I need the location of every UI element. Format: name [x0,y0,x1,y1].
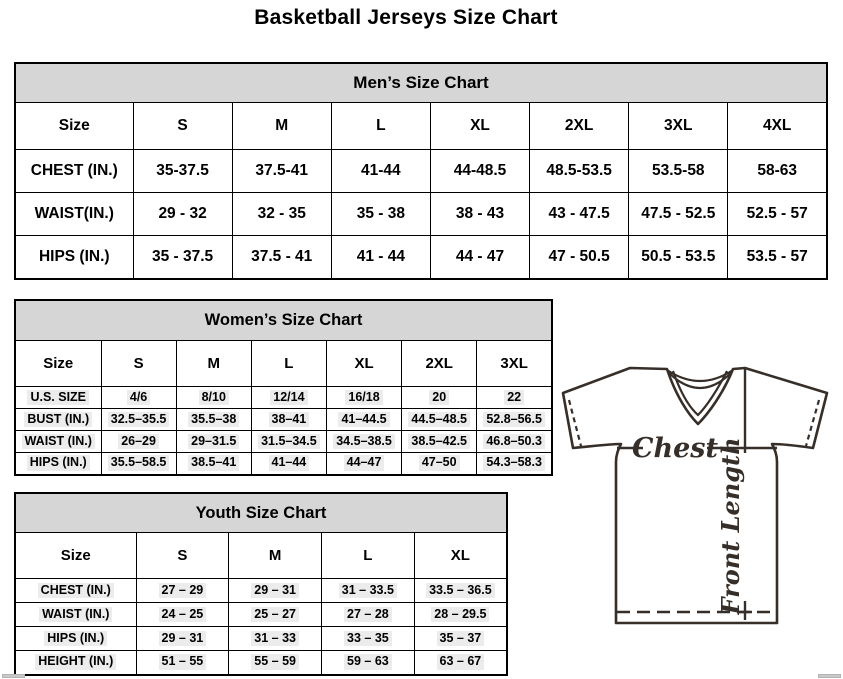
row-label [15,453,101,475]
size-value-cell [176,453,251,475]
size-value-text: 41 - 44 [356,247,405,265]
row-label-text: WAIST (IN.) [39,607,112,623]
size-value-text: 47 - 50.5 [548,247,610,265]
mens-size-chart-table [14,62,828,280]
size-value-text: 58-63 [757,162,797,179]
size-value-text: 44–47 [344,455,385,471]
size-value-text: 38.5–42.5 [408,434,470,450]
size-value-cell [232,236,331,279]
table-title-row [15,493,507,533]
row-label [15,627,136,651]
size-value-text: 27 – 29 [159,583,207,599]
size-value-text: 43 - 47.5 [548,205,610,222]
womens-size-chart-table [14,299,553,476]
table-title-row [15,300,552,341]
measurement-row [15,431,552,453]
size-value-cell [101,387,176,409]
size-value-cell [728,236,827,279]
size-value-text: 29–31.5 [188,434,239,450]
size-value-cell [251,431,326,453]
size-value-text: 37.5 - 41 [251,247,313,265]
size-value-text: 32.5–35.5 [108,412,170,428]
size-value-text: 53.5 - 57 [746,247,808,265]
womens-table-title: Women’s Size Chart [15,300,552,341]
size-value-cell [229,579,322,603]
size-value-text: 25 – 27 [251,607,299,623]
size-value-cell [251,453,326,475]
row-label [15,651,136,675]
row-label [15,387,101,409]
size-value-text: 53.5-58 [651,162,705,179]
size-value-cell [414,603,507,627]
size-column-header: S [101,341,176,387]
size-value-cell [229,627,322,651]
size-value-text: 22 [504,390,524,406]
size-value-cell [251,387,326,409]
size-value-cell [477,453,552,475]
size-value-cell [402,431,477,453]
row-label [15,431,101,453]
measurement-row [15,193,827,236]
size-value-text: 33 – 35 [344,631,392,647]
size-value-text: 47–50 [419,455,460,471]
size-column-header: 3XL [629,103,728,150]
size-value-text: 59 – 63 [344,654,392,670]
row-label-text: HIPS (IN.) [27,455,90,471]
size-value-text: 12/14 [270,390,307,406]
size-value-cell [251,409,326,431]
size-header-row [15,533,507,579]
size-value-text: 24 – 25 [159,607,207,623]
mens-table-title: Men’s Size Chart [15,63,827,103]
jersey-measurement-diagram [556,356,843,628]
size-value-text: 52.5 - 57 [746,205,808,222]
size-column-header: L [331,103,430,150]
size-column-header: 4XL [728,103,827,150]
size-value-cell [629,236,728,279]
size-value-cell [229,651,322,675]
size-value-cell [229,603,322,627]
page-title: Basketball Jerseys Size Chart [254,6,558,29]
row-label-text: WAIST (IN.) [22,434,95,450]
size-column-header: Size [15,533,136,579]
size-value-cell [477,387,552,409]
jersey-outline [563,368,827,623]
measurement-row [15,387,552,409]
row-label [15,150,133,193]
measurement-row [15,651,507,675]
size-value-text: 29 – 31 [251,583,299,599]
size-value-cell [430,150,529,193]
size-value-cell [176,431,251,453]
size-value-cell [101,409,176,431]
size-value-cell [232,150,331,193]
size-value-cell [326,387,401,409]
size-value-text: 31.5–34.5 [258,434,320,450]
size-value-text: 51 – 55 [159,654,207,670]
size-value-cell [331,236,430,279]
measurement-row [15,603,507,627]
row-label-text: U.S. SIZE [27,390,89,406]
size-value-cell [101,431,176,453]
size-value-text: 48.5-53.5 [546,162,612,179]
size-value-cell [477,409,552,431]
size-value-cell [728,193,827,236]
size-value-cell [430,193,529,236]
size-value-cell [728,150,827,193]
size-value-cell [629,193,728,236]
size-column-header: Size [15,341,101,387]
size-value-cell [136,579,229,603]
size-column-header: 2XL [402,341,477,387]
size-value-text: 32 - 35 [257,205,306,222]
front-length-label: Front Length [716,437,745,615]
row-label [15,579,136,603]
size-value-cell [322,627,415,651]
size-value-text: 50.5 - 53.5 [641,247,716,265]
measurement-row [15,150,827,193]
measurement-row [15,579,507,603]
row-label [15,236,133,279]
size-value-cell [101,453,176,475]
size-value-text: 20 [429,390,449,406]
size-value-text: 35-37.5 [156,162,209,179]
chest-label: Chest [632,433,718,464]
size-value-text: 54.3–58.3 [483,455,545,471]
row-label-text: WAIST(IN.) [34,205,114,222]
size-value-cell [133,150,232,193]
size-value-cell [414,627,507,651]
size-value-cell [176,387,251,409]
size-value-text: 33.5 – 36.5 [426,583,495,599]
row-label [15,193,133,236]
size-value-text: 35.5–38 [188,412,239,428]
size-value-cell [530,236,629,279]
size-value-text: 16/18 [345,390,382,406]
size-value-text: 44 - 47 [455,247,505,265]
size-value-cell [629,150,728,193]
size-value-cell [414,651,507,675]
size-value-text: 41-44 [361,162,401,179]
size-column-header: XL [326,341,401,387]
size-column-header: XL [414,533,507,579]
size-column-header: Size [15,103,133,150]
size-value-text: 29 - 32 [158,205,207,222]
size-value-cell [322,603,415,627]
size-value-text: 52.8–56.5 [483,412,545,428]
size-value-cell [326,409,401,431]
size-value-cell [530,193,629,236]
size-value-text: 27 – 28 [344,607,392,623]
row-label-text: HEIGHT (IN.) [35,654,116,670]
measurement-row [15,409,552,431]
size-value-text: 44-48.5 [453,162,507,179]
size-column-header: L [322,533,415,579]
youth-table-title: Youth Size Chart [15,493,507,533]
size-column-header: XL [430,103,529,150]
size-header-row [15,341,552,387]
size-column-header: M [232,103,331,150]
size-value-text: 8/10 [199,390,229,406]
size-value-cell [136,651,229,675]
size-value-text: 34.5–38.5 [333,434,395,450]
row-label [15,603,136,627]
size-value-text: 46.8–50.3 [483,434,545,450]
size-column-header: S [133,103,232,150]
measurement-row [15,627,507,651]
size-value-cell [331,193,430,236]
size-value-text: 37.5-41 [255,162,308,179]
size-value-text: 41–44 [269,455,310,471]
size-value-text: 38–41 [269,412,310,428]
size-column-header: L [251,341,326,387]
row-label-text: BUST (IN.) [24,412,92,428]
size-value-cell [402,409,477,431]
size-value-cell [133,236,232,279]
size-value-cell [136,603,229,627]
size-value-cell [326,431,401,453]
size-value-cell [136,627,229,651]
row-label-text: CHEST (IN.) [30,162,118,179]
size-value-text: 35.5–58.5 [108,455,170,471]
horizontal-scrollbar-fragment-right[interactable] [818,674,841,678]
row-label-text: CHEST (IN.) [38,583,114,599]
size-column-header: 2XL [530,103,629,150]
size-value-text: 31 – 33 [251,631,299,647]
size-value-cell [232,193,331,236]
size-value-cell [530,150,629,193]
size-value-text: 55 – 59 [251,654,299,670]
size-value-text: 31 – 33.5 [339,583,397,599]
size-value-text: 35 - 38 [356,205,405,222]
measurement-row [15,236,827,279]
size-value-cell [326,453,401,475]
size-value-cell [133,193,232,236]
youth-size-chart-table [14,492,508,676]
size-value-text: 4/6 [127,390,150,406]
size-column-header: S [136,533,229,579]
size-value-text: 35 - 37.5 [151,247,214,265]
size-value-cell [402,453,477,475]
size-value-cell [477,431,552,453]
size-value-text: 26–29 [118,434,159,450]
size-value-cell [402,387,477,409]
size-column-header: M [229,533,322,579]
size-value-text: 38 - 43 [455,205,505,222]
size-value-cell [430,236,529,279]
horizontal-scrollbar-fragment-left[interactable] [2,674,25,678]
size-value-text: 28 – 29.5 [431,607,489,623]
size-value-cell [322,579,415,603]
size-value-text: 38.5–41 [188,455,239,471]
size-value-cell [331,150,430,193]
size-column-header: M [176,341,251,387]
size-value-cell [414,579,507,603]
size-header-row [15,103,827,150]
size-value-cell [176,409,251,431]
size-value-text: 35 – 37 [437,631,485,647]
row-label-text: HIPS (IN.) [38,247,110,265]
table-title-row [15,63,827,103]
size-column-header: 3XL [477,341,552,387]
row-label-text: HIPS (IN.) [44,631,107,647]
size-value-text: 44.5–48.5 [408,412,470,428]
size-value-text: 41–44.5 [338,412,389,428]
measurement-row [15,453,552,475]
row-label [15,409,101,431]
size-value-cell [322,651,415,675]
size-value-text: 29 – 31 [159,631,207,647]
size-value-text: 63 – 67 [437,654,485,670]
size-value-text: 47.5 - 52.5 [641,205,716,222]
